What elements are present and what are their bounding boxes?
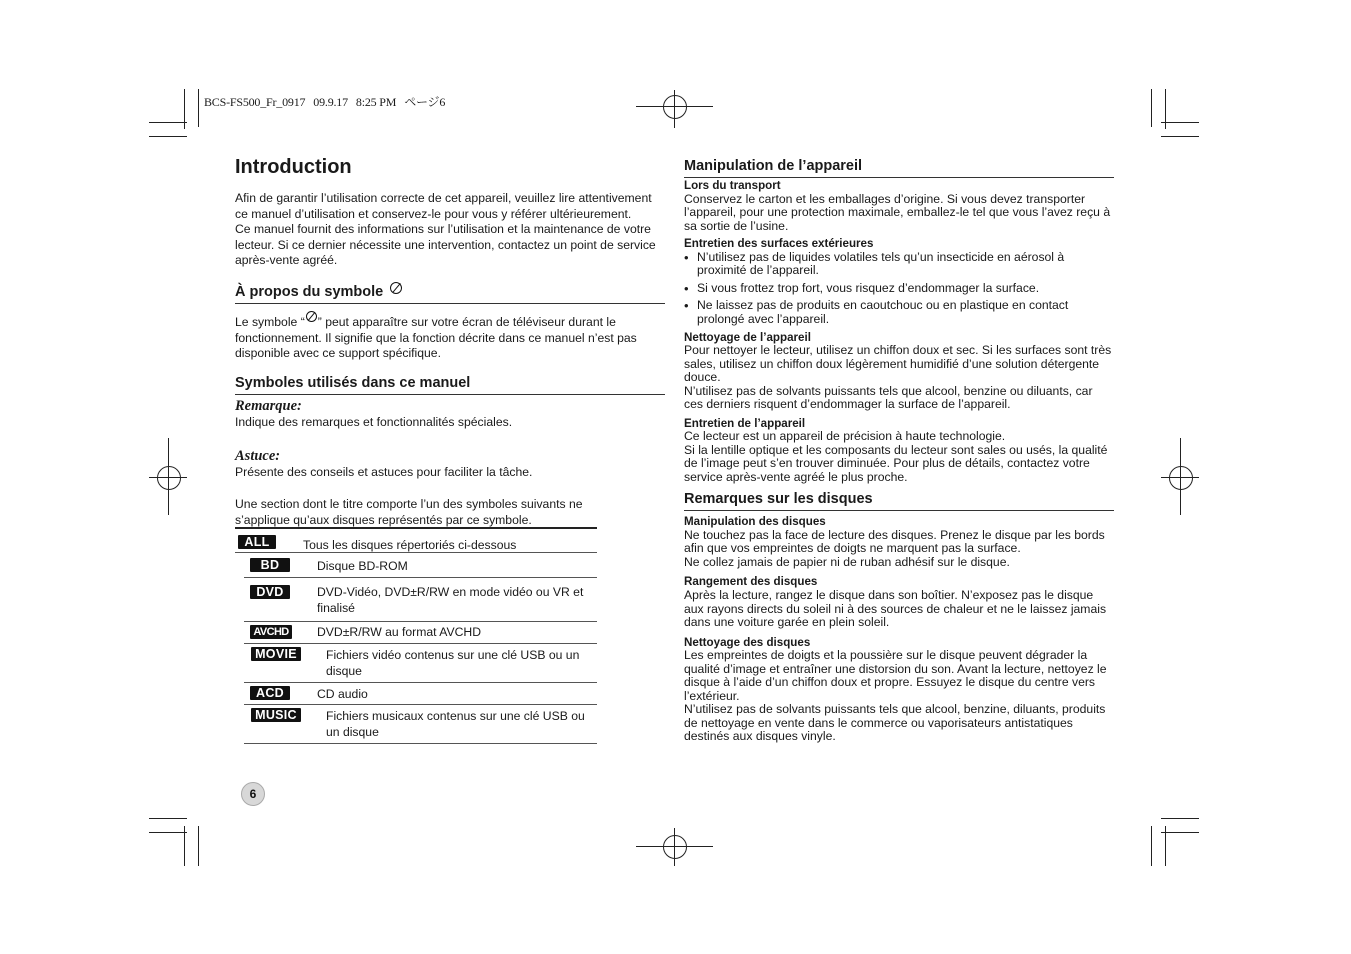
intro-text xyxy=(235,191,665,269)
tip-title: Astuce: xyxy=(235,448,281,465)
disc-cleaning-text-1: Les empreintes de doigts et la poussière sur le disque peuvent dégrader la qualité d’image et entraîner une distorsion du son. Avant la lecture, nettoyez le disque à l’aide d’un chiffon doux et propre. Essuyez le disque du centre vers l’extérieur. xyxy=(684,648,1107,703)
tip-text: Présente des conseils et astuces pour faciliter la tâche. xyxy=(235,465,533,480)
prohibited-icon xyxy=(390,282,402,294)
prohibited-icon xyxy=(306,311,317,322)
acd-badge: ACD xyxy=(250,686,290,700)
maintenance-title: Entretien de l’appareil xyxy=(684,416,806,430)
disc-description: DVD±R/RW au format AVCHD xyxy=(317,625,482,639)
header-time: 8:25 PM xyxy=(355,95,397,109)
disc-description: CD audio xyxy=(317,687,368,701)
intro-paragraph-1: Afin de garantir l’utilisation correcte de cet appareil, veuillez lire attentivement ce manuel d’utilisation et conservez-le pour vous y référer ultérieurement. xyxy=(235,191,652,221)
remark-title: Remarque: xyxy=(235,397,302,414)
movie-badge: MOVIE xyxy=(251,647,301,661)
cleaning-title: Nettoyage de l’appareil xyxy=(684,330,811,344)
left-column xyxy=(235,155,665,528)
list-item: • Ne laissez pas de produits en caoutchouc ou en plastique en contact prolongé avec l’appareil. xyxy=(684,299,1114,326)
exterior-title: Entretien des surfaces extérieures xyxy=(684,237,874,251)
disc-handling-text-1: Ne touchez pas la face de lecture des disques. Prenez le disque par les bords afin que vos empreintes de doigts ne marquent pas la surface. xyxy=(684,527,1105,556)
intro-paragraph-2: Ce manuel fournit des informations sur l’utilisation et la maintenance de votre lecteur. Si ce dernier nécessite une intervention, contactez un point de service après-vente agréé. xyxy=(235,222,656,268)
table-row xyxy=(244,644,597,683)
header-file: BCS-FS500_Fr_0917 xyxy=(204,95,306,109)
list-item: • Si vous frottez trop fort, vous risquez d’endommager la surface. xyxy=(684,282,1114,296)
page-title: Introduction xyxy=(235,156,352,178)
header-date: 09.9.17 xyxy=(313,95,348,109)
disc-description: Fichiers vidéo contenus sur une clé USB ou un disque xyxy=(326,648,580,678)
disc-cleaning-text-2: N’utilisez pas de solvants puissants tels que alcool, benzine, diluants, produits de nettoyage en vente dans le commerce ou vaporisateurs antistatiques destinés aux disques vinyle. xyxy=(684,702,1106,744)
transport-text: Conservez le carton et les emballages d’origine. Si vous devez transporter l’appareil, pour une protection maximale, emballez-le tel que vous l’avez reçu à sa sortie de l’usine. xyxy=(684,191,1111,233)
storage-title: Rangement des disques xyxy=(684,575,818,589)
table-row xyxy=(244,553,597,578)
page-number: 6 xyxy=(241,782,265,806)
maintenance-text-1: Ce lecteur est un appareil de précision à haute technologie. xyxy=(684,429,1006,444)
disc-handling-text-2: Ne collez jamais de papier ni de ruban adhésif sur le disque. xyxy=(684,554,1010,569)
right-column xyxy=(684,157,1114,744)
symbols-heading: Symboles utilisés dans ce manuel xyxy=(235,374,665,395)
handling-heading: Manipulation de l’appareil xyxy=(684,157,1114,178)
all-badge: ALL xyxy=(238,535,276,549)
exterior-list xyxy=(684,251,1114,327)
discs-heading: Remarques sur les disques xyxy=(684,490,1114,511)
bd-badge: BD xyxy=(250,558,290,572)
avchd-badge: AVCHD xyxy=(250,625,292,639)
print-header xyxy=(204,93,453,110)
cleaning-text-1: Pour nettoyer le lecteur, utilisez un chiffon doux et sec. Si les surfaces sont très sales, utilisez un chiffon doux légèrement humidifié d’une solution détergente douce. xyxy=(684,343,1112,385)
table-row xyxy=(235,529,597,553)
symbol-description: Le symbole “ ” peut apparaître sur votre écran de téléviseur durant le fonctionnement. Il signifie que la fonction décrite dans ce manuel n’est pas disponible avec ce support spécifique. xyxy=(235,311,665,362)
maintenance-text-2: Si la lentille optique et les composants du lecteur sont sales ou usés, la qualité de l’image peut s’en trouver diminuée. Pour plus de détails, contactez votre service après-vente agréé le plus proche. xyxy=(684,442,1108,484)
remark-block xyxy=(235,398,665,431)
remark-text: Indique des remarques et fonctionnalités spéciales. xyxy=(235,414,513,429)
list-item: • N’utilisez pas de liquides volatiles tels qu’un insecticide en aérosol à proximité de l’appareil. xyxy=(684,251,1114,278)
music-badge: MUSIC xyxy=(251,708,301,722)
table-row xyxy=(244,705,597,744)
disc-cleaning-title: Nettoyage des disques xyxy=(684,635,811,649)
table-row xyxy=(244,622,597,644)
symbol-heading: À propos du symbole xyxy=(235,282,665,304)
transport-title: Lors du transport xyxy=(684,179,781,192)
disc-description: DVD-Vidéo, DVD±R/RW en mode vidéo ou VR et finalisé xyxy=(317,585,584,615)
disc-handling-title: Manipulation des disques xyxy=(684,515,826,529)
disc-description: Disque BD-ROM xyxy=(317,559,408,573)
table-row xyxy=(244,578,597,622)
cleaning-text-2: N’utilisez pas de solvants puissants tels que alcool, benzine ou diluants, car ces derniers risquent d’endommager la surface de l’appareil. xyxy=(684,383,1093,412)
disc-description: Fichiers musicaux contenus sur une clé USB ou un disque xyxy=(326,709,585,739)
tip-block xyxy=(235,448,665,481)
table-row xyxy=(244,683,597,705)
dvd-badge: DVD xyxy=(250,585,290,599)
disc-symbol-table xyxy=(235,527,597,744)
disc-description: Tous les disques répertoriés ci-dessous xyxy=(303,538,517,552)
header-page-label: ページ6 xyxy=(404,95,446,109)
storage-text: Après la lecture, rangez le disque dans son boîtier. N’exposez pas le disque aux rayons directs du soleil ni à des sources de chaleur et ne le laissez jamais dans une voiture garée en plein soleil. xyxy=(684,588,1107,630)
section-note: Une section dont le titre comporte l’un des symboles suivants ne s’applique qu’aux disques représentés par ce symbole. xyxy=(235,496,583,527)
